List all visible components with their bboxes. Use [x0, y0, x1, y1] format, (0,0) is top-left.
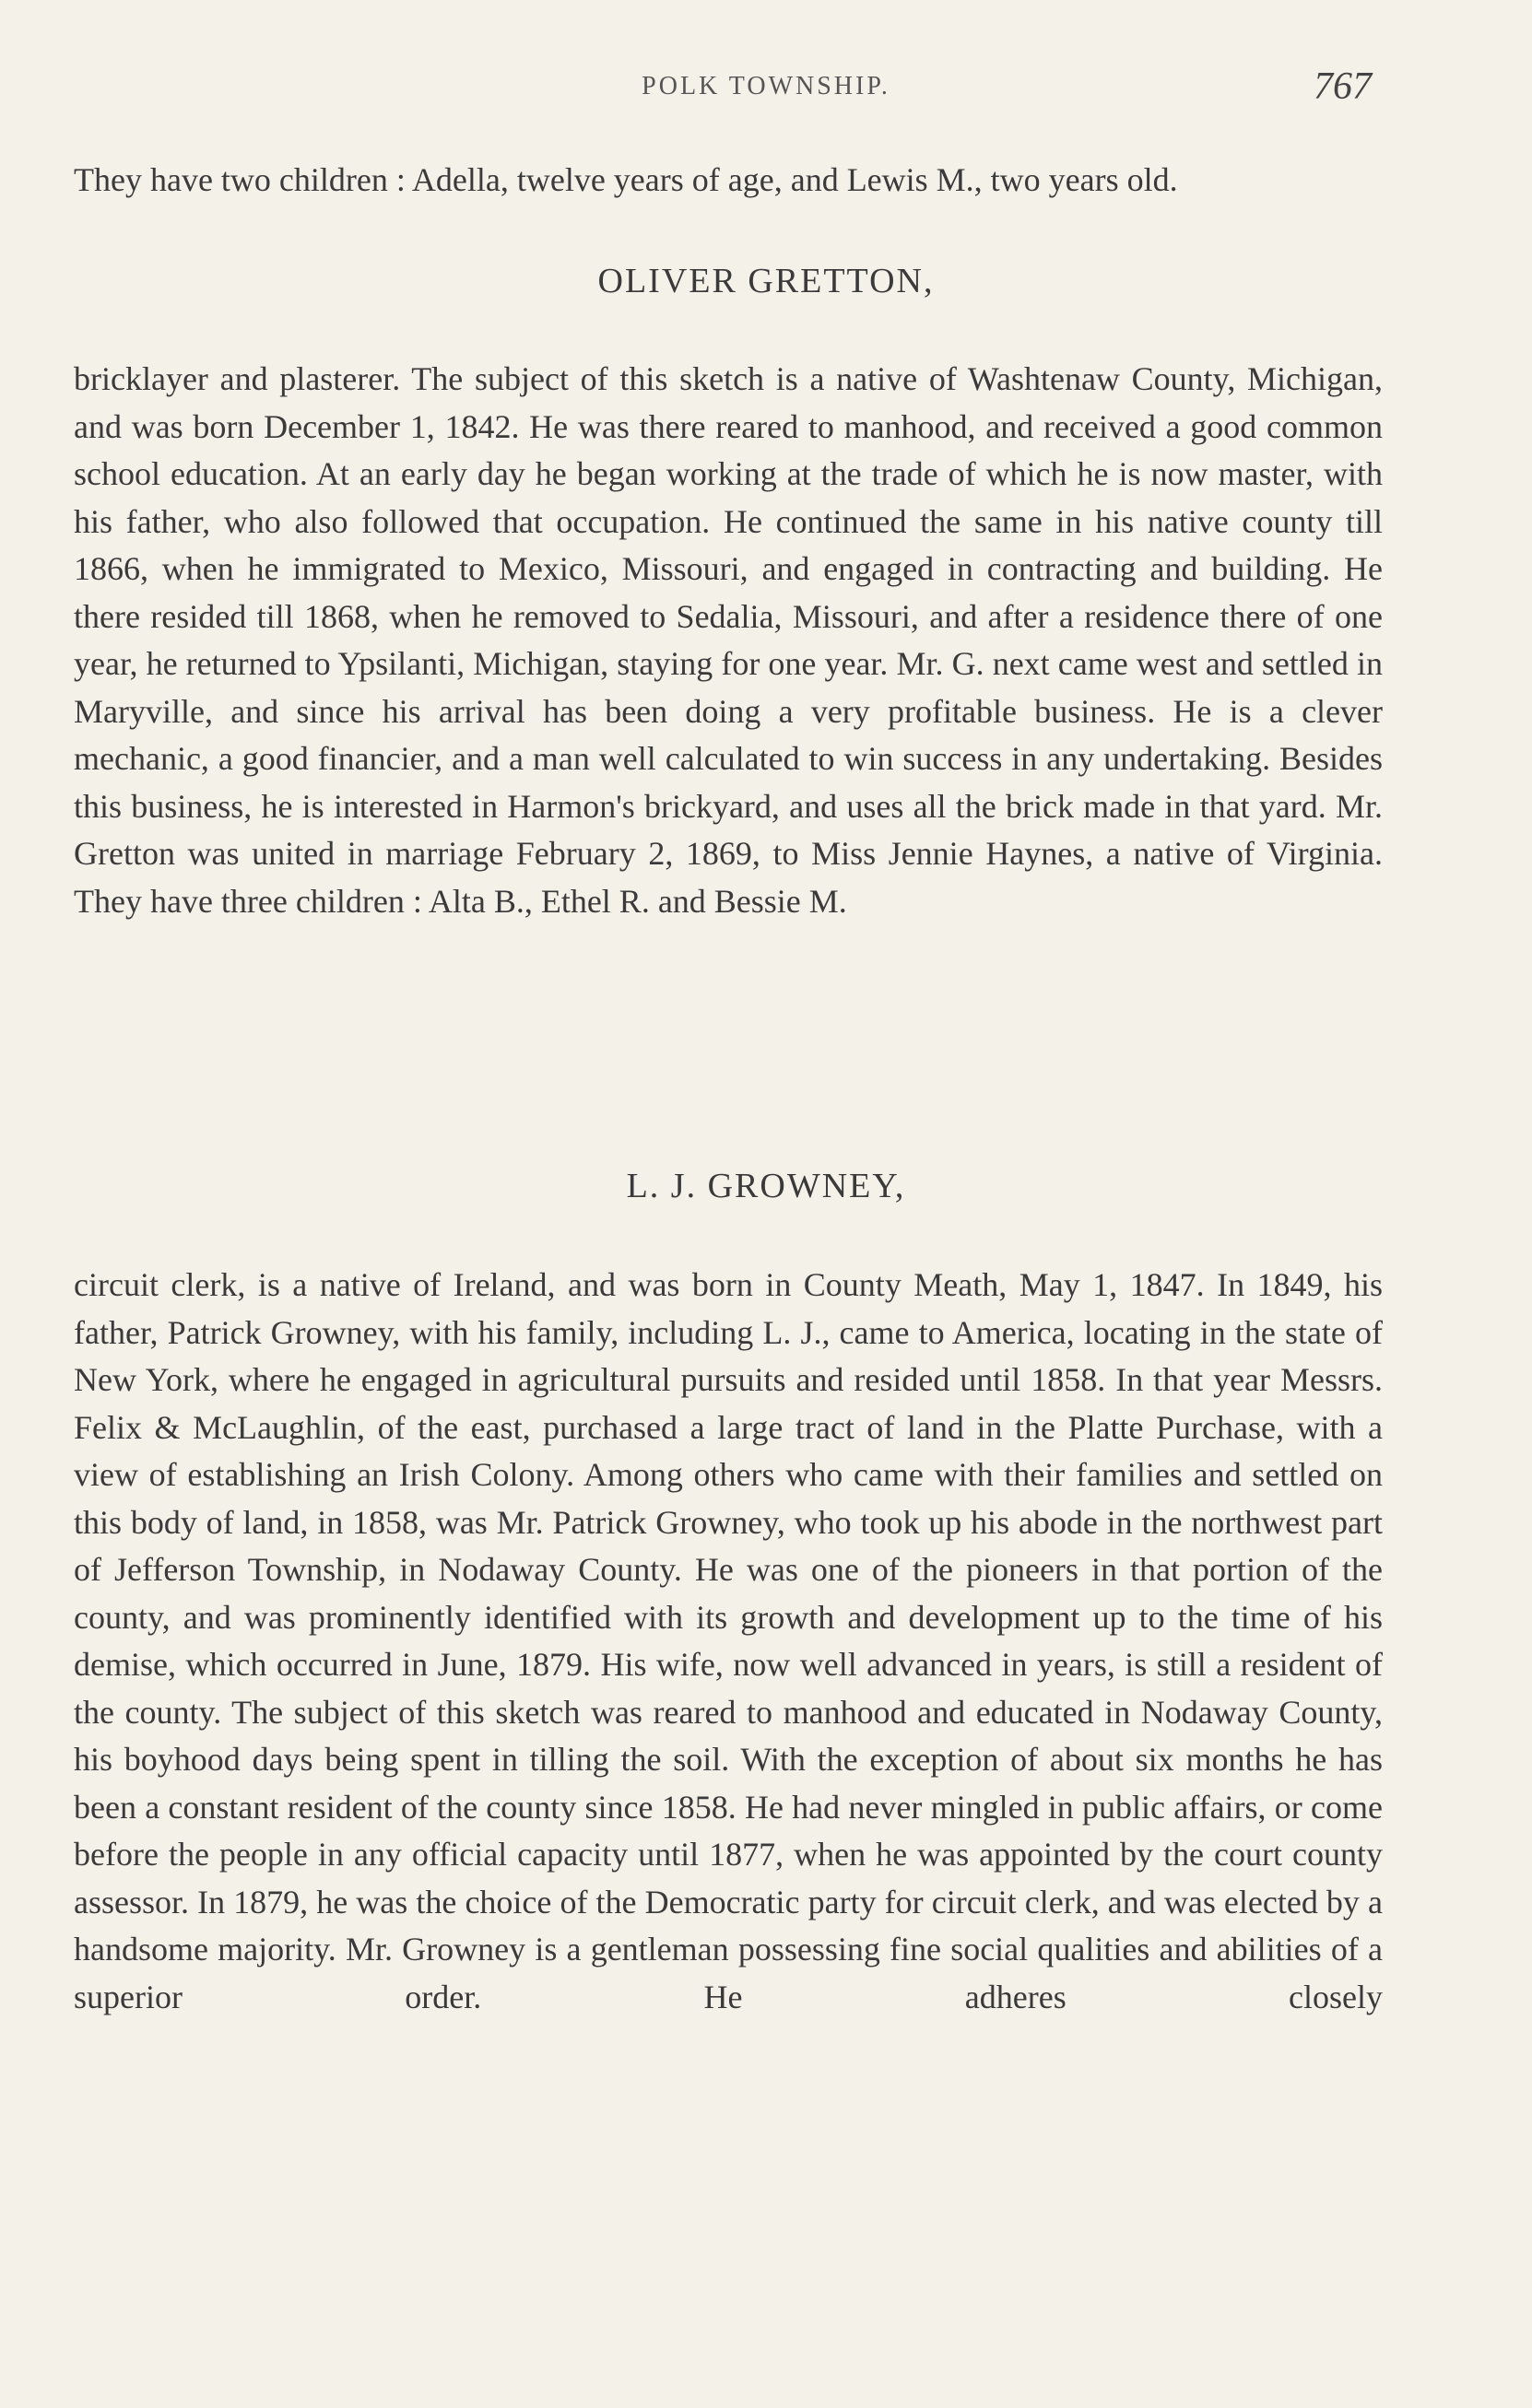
intro-paragraph: They have two children : Adella, twelve years of age, and Lewis M., two years old. [74, 161, 1178, 198]
section-heading-gretton: OLIVER GRETTON, [597, 262, 935, 300]
gretton-paragraph: bricklayer and plasterer. The subject of this sketch is a native of Washtenaw County, Michigan, and was born December 1, 1842. He was there reared to manhood, and received a good common school education. At an early day he began working at the trade of which he is now master, with his father, who also followed that occupation. He continued the same in his native county till 1866, when he immigrated to Mexico, Missouri, and engaged in contracting and building. He there resided till 1868, when he removed to Sedalia, Missouri, and after a residence there of one year, he returned to Ypsilanti, Michigan, staying for one year. Mr. G. next came west and settled in Maryville, and since his arrival has been doing a very profitable business. He is a clever mechanic, a good financier, and a man well calculated to win success in any undertaking. Besides this business, he is interested in Harmon's brickyard, and uses all the brick made in that yard. Mr. Gretton was united in marriage February 2, 1869, to Miss Jennie Haynes, a native of Virginia. They have three children : Alta B., Ethel R. and Bessie M. [74, 360, 1383, 920]
section-heading-growney: L. J. GROWNEY, [626, 1167, 906, 1205]
running-head: POLK TOWNSHIP. [642, 72, 890, 100]
page-number: 767 [1314, 65, 1372, 108]
growney-paragraph: circuit clerk, is a native of Ireland, and was born in County Meath, May 1, 1847. In 1849, his father, Patrick Growney, with his family, including L. J., came to America, locating in the state of New York, where he engaged in agricultural pursuits and resided until 1858. In that year Messrs. Felix & McLaughlin, of the east, purchased a large tract of land in the Platte Purchase, with a view of establishing an Irish Colony. Among others who came with their families and settled on this body of land, in 1858, was Mr. Patrick Growney, who took up his abode in the northwest part of Jefferson Township, in Nodaway County. He was one of the pioneers in that portion of the county, and was prominently identified with its growth and development up to the time of his demise, which occurred in June, 1879. His wife, now well advanced in years, is still a resident of the county. The subject of this sketch was reared to manhood and educated in Nodaway County, his boyhood days being spent in tilling the soil. With the exception of about six months he has been a constant resident of the county since 1858. He had never mingled in public affairs, or come before the people in any official capacity until 1877, when he was appointed by the court county assessor. In 1879, he was the choice of the Democratic party for circuit clerk, and was elected by a handsome majority. Mr. Growney is a gentleman possessing fine social qualities and abilities of a superior order. He adheres closely [74, 1266, 1383, 2015]
